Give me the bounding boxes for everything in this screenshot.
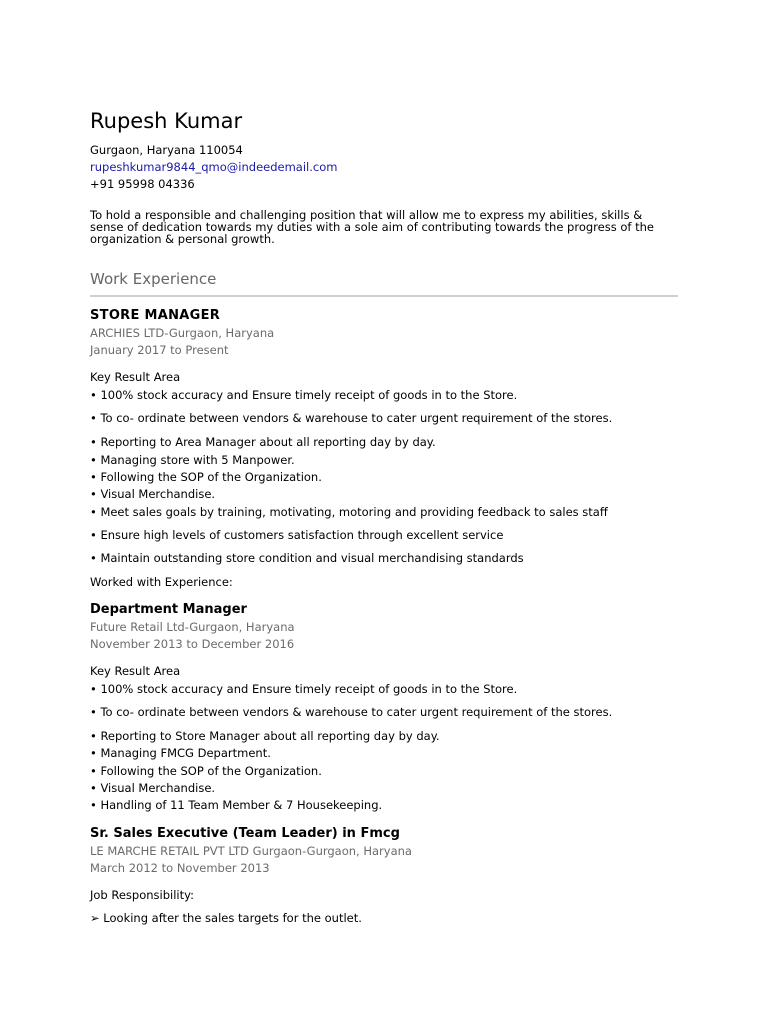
job-dates: March 2012 to November 2013	[90, 860, 270, 875]
job-title: STORE MANAGER	[90, 308, 221, 324]
responsibility-list	[90, 681, 678, 815]
list-item: • Ensure high levels of customers satisfaction through excellent service	[90, 527, 504, 542]
list-item: • Managing store with 5 Manpower.	[90, 452, 295, 467]
job-company: Future Retail Ltd-Gurgaon, Haryana	[90, 620, 295, 635]
phone-number: +91 95998 04336	[90, 177, 195, 191]
job-company: ARCHIES LTD-Gurgaon, Haryana	[90, 326, 275, 341]
list-item: • 100% stock accuracy and Ensure timely receipt of goods in to the Store.	[90, 681, 518, 696]
list-item: • Reporting to Area Manager about all reporting day by day.	[90, 435, 436, 450]
objective-text: To hold a responsible and challenging position that will allow me to express my abilities, skills & sense of dedication towards my duties with a sole aim of contributing towards the progress of the organization & personal growth.	[90, 208, 654, 246]
list-item: • Handling of 11 Team Member & 7 Housekeeping.	[90, 798, 383, 813]
list-item: • Managing FMCG Department.	[90, 746, 271, 761]
candidate-name: Rupesh Kumar	[90, 109, 243, 133]
list-item: • To co- ordinate between vendors & warehouse to cater urgent requirement of the stores.	[90, 411, 613, 426]
job-company: LE MARCHE RETAIL PVT LTD Gurgaon-Gurgaon, Haryana	[90, 843, 412, 858]
list-item: • Maintain outstanding store condition and visual merchandising standards	[90, 551, 524, 566]
section-title-work-experience: Work Experience	[90, 269, 678, 297]
job-title: Department Manager	[90, 602, 247, 618]
job-dates: January 2017 to Present	[90, 343, 229, 358]
resume-content	[90, 106, 678, 927]
list-item: • Following the SOP of the Organization.	[90, 763, 322, 778]
list-item: • Visual Merchandise.	[90, 487, 216, 502]
key-result-area-label: Key Result Area	[90, 664, 181, 679]
list-item: • Visual Merchandise.	[90, 781, 216, 796]
list-item: • 100% stock accuracy and Ensure timely receipt of goods in to the Store.	[90, 387, 518, 402]
worked-with-label: Worked with Experience:	[90, 574, 233, 589]
key-result-area-label: Key Result Area	[90, 370, 181, 385]
job-dates: November 2013 to December 2016	[90, 637, 295, 652]
list-item: • Meet sales goals by training, motivating, motoring and providing feedback to sales staff	[90, 504, 608, 519]
email-link[interactable]: rupeshkumar9844_qmo@indeedemail.com	[90, 160, 338, 174]
list-item: • Reporting to Store Manager about all reporting day by day.	[90, 729, 440, 744]
list-item: • To co- ordinate between vendors & warehouse to cater urgent requirement of the stores.	[90, 704, 613, 719]
responsibility-list	[90, 387, 678, 568]
job-title: Sr. Sales Executive (Team Leader) in Fmcg	[90, 825, 400, 841]
responsibility-list	[90, 910, 678, 927]
location: Gurgaon, Haryana 110054	[90, 143, 243, 157]
list-item: ➢ Looking after the sales targets for the outlet.	[90, 911, 362, 926]
job-responsibility-label: Job Responsibility:	[90, 887, 194, 902]
list-item: • Following the SOP of the Organization.	[90, 470, 322, 485]
